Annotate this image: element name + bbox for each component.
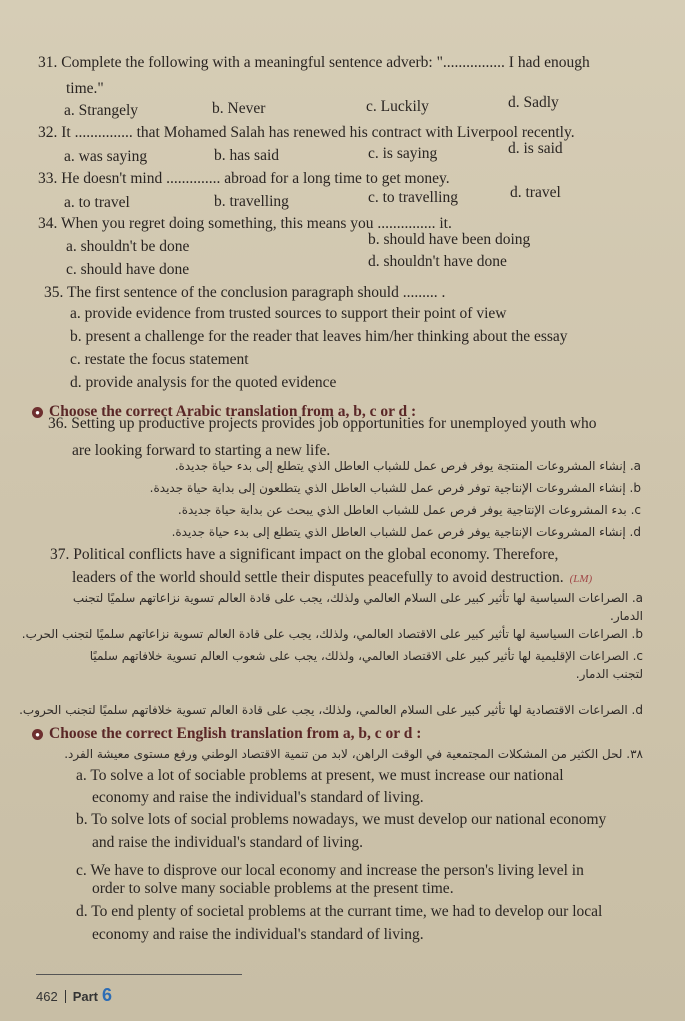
q38-option-a-cont: economy and raise the individual's standard of living.	[92, 789, 424, 806]
q37-option-d[interactable]: d. الصراعات الاقتصادية لها تأثير كبير على السلام العالمي، ولذلك، يجب على قادة العالم تسوية خلافاتهم سلميًا لتجنب الحروب.	[19, 703, 643, 717]
q37-stem: 37. Political conflicts have a significant impact on the global economy. Therefore,	[50, 546, 559, 563]
q38-stem: ٣٨. لحل الكثير من المشكلات المجتمعية في الوقت الراهن، لابد من تنمية الاقتصاد الوطني ورفع مستوى معيشة الفرد.	[64, 747, 643, 761]
q33-option-c[interactable]: c. to travelling	[368, 189, 458, 206]
q37-option-c[interactable]: c. الصراعات الإقليمية لها تأثير كبير على الاقتصاد العالمي، ولذلك، يجب على شعوب العالم تسوية خلافاتهم سلميًا	[89, 649, 643, 663]
q37-option-c-cont: لتجنب الدمار.	[575, 667, 643, 681]
q34-option-a[interactable]: a. shouldn't be done	[66, 238, 190, 255]
q33-stem: 33. He doesn't mind .............. abroad for a long time to get money.	[38, 170, 450, 187]
footer-rule	[36, 974, 242, 975]
q38-option-a[interactable]: a. To solve a lot of sociable problems at present, we must increase our national	[76, 767, 564, 784]
q36-option-a[interactable]: a. إنشاء المشروعات المنتجة يوفر فرص عمل للشباب العاطل الذي يتطلع إلى بدء حياة جديدة.	[174, 459, 641, 473]
q31-option-a[interactable]: a. Strangely	[64, 102, 139, 119]
q38-option-d[interactable]: d. To end plenty of societal problems at the currant time, we had to develop our local	[76, 903, 603, 920]
section-heading-arabic-translation: ● Choose the correct Arabic translation from a, b, c or d :	[32, 403, 416, 421]
q37-option-a[interactable]: a. الصراعات السياسية لها تأثير كبير على السلام العالمي ولذلك، يجب على قادة العالم تسوية نزاعاتهم سلميًا لتجنب	[72, 591, 643, 605]
q36-option-c[interactable]: c. بدء المشروعات الإنتاجية يوفر فرص عمل للشباب العاطل الذي يبحث عن بداية حياة جديدة.	[177, 503, 641, 517]
q35-option-d[interactable]: d. provide analysis for the quoted evidence	[70, 374, 337, 391]
q32-option-a[interactable]: a. was saying	[64, 148, 148, 165]
q36-stem: 36. Setting up productive projects provides job opportunities for unemployed youth who	[48, 415, 597, 432]
q34-option-d[interactable]: d. shouldn't have done	[368, 253, 507, 270]
page-footer	[36, 985, 112, 1006]
q37-option-b[interactable]: b. الصراعات السياسية لها تأثير كبير على الاقتصاد العالمي، ولذلك، يجب على قادة العالم تسوية نزاعاتهم سلميًا لتجنب الحرب.	[21, 627, 643, 641]
q36-stem-cont: are looking forward to starting a new life.	[72, 442, 331, 459]
part-number: 6	[102, 985, 113, 1005]
q32-option-c[interactable]: c. is saying	[368, 145, 438, 162]
footer-divider	[65, 990, 66, 1003]
q38-option-c-cont: order to solve many sociable problems at the present time.	[92, 880, 454, 897]
q34-stem: 34. When you regret doing something, this means you ............... it.	[38, 215, 452, 232]
circle-bullet-icon: ●	[32, 729, 43, 740]
q31-option-c[interactable]: c. Luckily	[366, 98, 429, 115]
q34-option-c[interactable]: c. should have done	[66, 261, 190, 278]
page-number: 462	[36, 989, 58, 1004]
q37-option-a-cont: الدمار.	[610, 609, 643, 623]
part-label: Part	[72, 989, 98, 1004]
q31-stem-cont: time."	[66, 80, 104, 97]
section-heading-english-translation: ● Choose the correct English translation from a, b, c or d :	[32, 725, 421, 743]
q38-option-d-cont: economy and raise the individual's standard of living.	[92, 926, 424, 943]
q33-option-b[interactable]: b. travelling	[214, 193, 289, 210]
q35-option-b[interactable]: b. present a challenge for the reader that leaves him/her thinking about the essay	[70, 328, 568, 345]
q32-stem: 32. It ............... that Mohamed Salah has renewed his contract with Liverpool recently.	[38, 124, 575, 141]
q38-option-c[interactable]: c. We have to disprove our local economy and increase the person's living level in	[76, 862, 584, 879]
q31-option-b[interactable]: b. Never	[212, 100, 266, 117]
q32-option-d[interactable]: d. is said	[508, 140, 563, 157]
q33-option-a[interactable]: a. to travel	[64, 194, 130, 211]
q35-option-c[interactable]: c. restate the focus statement	[70, 351, 249, 368]
circle-bullet-icon: ●	[32, 407, 43, 418]
q38-option-b-cont: and raise the individual's standard of living.	[92, 834, 363, 851]
lm-tag: (LM)	[569, 573, 593, 585]
q36-option-d[interactable]: d. إنشاء المشروعات الإنتاجية يوفر فرص عمل للشباب العاطل الذي يتطلع إلى بدء حياة جديدة.	[171, 525, 641, 539]
q31-stem: 31. Complete the following with a meaningful sentence adverb: "................ I had enough	[38, 54, 590, 71]
q35-stem: 35. The first sentence of the conclusion paragraph should ......... .	[44, 284, 446, 301]
q35-option-a[interactable]: a. provide evidence from trusted sources to support their point of view	[70, 305, 507, 322]
q37-stem-cont: leaders of the world should settle their disputes peacefully to avoid destruction. (LM)	[72, 569, 593, 586]
q38-option-b[interactable]: b. To solve lots of social problems nowadays, we must develop our national economy	[76, 811, 607, 828]
q36-option-b[interactable]: b. إنشاء المشروعات الإنتاجية توفر فرص عمل للشباب العاطل الذي يتطلعون إلى بداية حياة جديدة.	[149, 481, 641, 495]
q31-option-d[interactable]: d. Sadly	[508, 94, 559, 111]
q33-option-d[interactable]: d. travel	[510, 184, 561, 201]
q32-option-b[interactable]: b. has said	[214, 147, 280, 164]
q34-option-b[interactable]: b. should have been doing	[368, 231, 531, 248]
